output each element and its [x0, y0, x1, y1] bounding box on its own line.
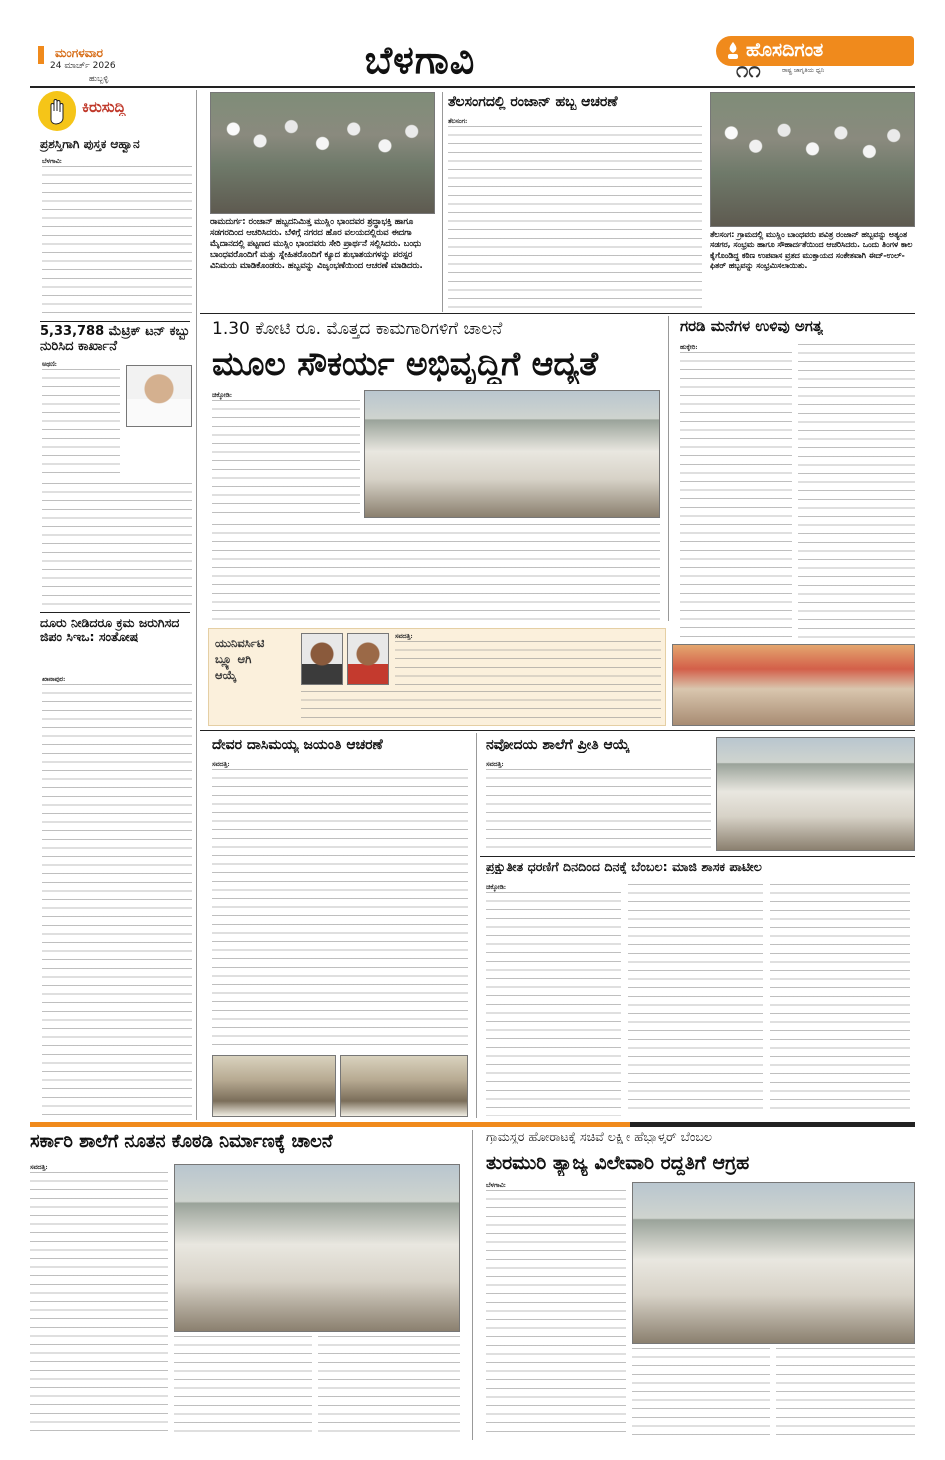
garadi-body-b	[798, 344, 915, 640]
ramzan-photo-left	[210, 92, 435, 214]
turamuri-headline: ತುರಮುರಿ ತ್ಯಾಜ್ಯ ವಿಲೇವಾರಿ ರದ್ದತಿಗೆ ಆಗ್ರಹ	[486, 1152, 750, 1174]
bottom-band-dark	[630, 1122, 915, 1127]
bottom-band	[30, 1122, 915, 1128]
navodaya-story	[480, 733, 915, 855]
kiru-item-1-body	[42, 166, 192, 316]
school-place: ಸವದತ್ತಿ:	[30, 1164, 48, 1171]
school-body-a	[30, 1172, 168, 1438]
school-body-c	[318, 1336, 460, 1438]
kiru-item-2-body-b	[42, 483, 192, 608]
university-body	[395, 641, 661, 687]
patil-story	[480, 858, 915, 1120]
lead-story	[200, 316, 665, 626]
university-label-line2: ಬ್ಲ್ಯೂ ಆಗಿ	[215, 652, 252, 666]
navodaya-body	[486, 769, 711, 851]
university-label	[215, 635, 297, 705]
lead-headline: ಮೂಲ ಸೌಕರ್ಯ ಅಭಿವೃದ್ಧಿಗೆ ಆದ್ಯತೆ	[212, 344, 599, 383]
registration-dots-1	[88, 1444, 138, 1452]
lead-kicker: 1.30 ಕೋಟಿ ರೂ. ಮೊತ್ತದ ಕಾಮಗಾರಿಗಳಿಗೆ ಚಾಲನೆ	[212, 320, 503, 339]
ramzan-bottom-rule	[200, 313, 915, 314]
masthead-day: ಮಂಗಳವಾರ	[55, 46, 104, 60]
kiru-item-3	[30, 616, 192, 1121]
turamuri-photo	[632, 1182, 915, 1344]
devara-place: ಸವದತ್ತಿ:	[212, 761, 230, 768]
university-body-b	[301, 691, 661, 721]
navodaya-photo	[716, 737, 915, 851]
lead-body-b	[212, 524, 660, 622]
garadi-photo	[672, 644, 915, 726]
navodaya-rule	[480, 856, 915, 857]
kiru-label: ಕಿರುಸುದ್ದಿ	[82, 98, 126, 116]
university-photo-1	[301, 633, 343, 685]
university-label-line1: ಯುನಿವರ್ಸಿಟಿ	[215, 636, 265, 650]
kiru-item-1	[30, 138, 192, 320]
kiru-item-3-headline: ದೂರು ನೀಡಿದರೂ ಕ್ರಮ ಜರುಗಿಸದ ಜಿಪಂ ಸಿಇಒ: ಸಂತೋಷ	[40, 616, 180, 645]
turamuri-story	[480, 1130, 915, 1440]
turamuri-place: ಬೆಳಗಾವಿ:	[486, 1182, 506, 1189]
patil-body-a	[486, 892, 621, 1116]
masthead	[0, 0, 945, 86]
kiru-item-3-body	[42, 684, 192, 1116]
ramzan-body	[448, 126, 702, 312]
ramzan-caption-left: ರಾಮದುರ್ಗ: ರಂಜಾನ್ ಹಬ್ಬದನಿಮಿತ್ತ ಮುಸ್ಲಿಂ ಭಾಂದವರ ಶ್ರದ್ಧಾಭಕ್ತಿ ಹಾಗೂ ಸಡಗರದಿಂದ ಆಚರಿಸಿದರು. ಬೆಳಿಗ್ಗೆ ನಗರದ ಹೊರ ವಲಯದಲ್ಲಿರುವ ಈದಗಾ ಮೈದಾನದಲ್ಲಿ ಪಟ್ಟಣದ ಮುಸ್ಲಿಂ ಭಾಂದವರು ಸೇರಿ ಪ್ರಾರ್ಥನೆ ಸಲ್ಲಿಸಿದರು. ಬಂಧು ಬಾಂಧವರೊಂದಿಗೆ ಮತ್ತು ಸ್ನೇಹಿತರೊಂದಿಗೆ ಕ್ಯೂದ ಶುಭಾಶಯಗಳನ್ನು ಪರಸ್ಪರ ವಿನಿಮಯ ಮಾಡಿಕೊಂಡರು. ಹಬ್ಬವನ್ನು ವಿಜೃಂಭಣೆಯಿಂದ ಆಚರಣೆ ಮಾಡಿದರು.	[210, 216, 423, 270]
registration-dots-4	[854, 1444, 904, 1452]
devara-story	[200, 733, 472, 1121]
kiru-rule-2	[40, 612, 190, 613]
university-photo-2	[347, 633, 389, 685]
navodaya-headline: ನವೋದಯ ಶಾಲೆಗೆ ಪ್ರೀತಿ ಆಯ್ಕೆ	[486, 737, 630, 753]
ramzan-headline: ತೆಲಸಂಗದಲ್ಲಿ ರಂಜಾನ್ ಹಬ್ಬ ಆಚರಣೆ	[448, 94, 618, 110]
section-title: ಬೆಳಗಾವಿ	[364, 38, 476, 82]
kiru-item-2-body-a	[42, 369, 120, 481]
devara-photo-1	[212, 1055, 336, 1117]
left-column-divider	[196, 90, 197, 1120]
school-body-b	[174, 1336, 312, 1438]
lead-divider	[668, 316, 669, 621]
patil-body-b	[628, 884, 763, 1116]
garadi-place: ಹುಕ್ಕೇರಿ:	[680, 344, 698, 351]
kiru-rule-1	[40, 321, 190, 322]
kiru-item-3-place: ಖಾನಾಪುರ:	[42, 676, 66, 683]
university-place: ಸವದತ್ತಿ:	[395, 633, 413, 640]
navodaya-place: ಸವದತ್ತಿ:	[486, 761, 504, 768]
devara-photo-2	[340, 1055, 468, 1117]
turamuri-body-b	[632, 1348, 770, 1438]
turamuri-kicker: ಗ್ರಾಮಸ್ಥರ ಹೋರಾಟಕ್ಕೆ ಸಚಿವೆ ಲಕ್ಷ್ಮೀ ಹೆಬ್ಬಾಳ್ಕರ್ ಬೆಂಬಲ	[486, 1130, 713, 1144]
turamuri-body-c	[776, 1348, 915, 1438]
kiru-item-1-place: ಬೆಳಗಾವಿ:	[42, 158, 62, 165]
university-label-line3: ಆಯ್ಕೆ	[215, 668, 237, 682]
kiru-item-2-portrait	[126, 365, 192, 427]
ramzan-photo-right	[710, 92, 915, 227]
kiru-item-2-headline: 5,33,788 ಮೆಟ್ರಿಕ್ ಟನ್ ಕಬ್ಬು ನುರಿಸಿದ ಕಾರ್ಖಾನೆ	[40, 325, 190, 354]
kiru-hand-icon	[38, 91, 76, 131]
garadi-body-a	[680, 352, 792, 640]
bottom-band-orange	[30, 1122, 630, 1127]
lead-place: ಚಿಕ್ಕೋಡಿ:	[212, 392, 233, 399]
brand-name: ಹೊಸದಿಗಂತ	[746, 39, 824, 61]
kiru-item-2	[30, 325, 192, 610]
garadi-headline: ಗರಡಿ ಮನೆಗಳ ಉಳಿವು ಅಗತ್ಯ	[680, 318, 823, 335]
garadi-story	[672, 316, 915, 726]
turamuri-body-a	[486, 1190, 626, 1438]
patil-body-c	[770, 884, 910, 1116]
registration-dots-3	[594, 1444, 644, 1452]
university-story	[208, 628, 666, 726]
devara-body	[212, 769, 468, 1049]
masthead-city: ಹುಬ್ಬಳ್ಳಿ	[89, 74, 109, 83]
devara-headline: ದೇವರ ದಾಸಿಮಯ್ಯ ಜಯಂತಿ ಆಚರಣೆ	[212, 737, 383, 753]
devara-divider	[476, 733, 477, 1118]
lead-photo	[364, 390, 660, 518]
ramzan-caption-right: ತೆಲಸಂಗ: ಗ್ರಾಮದಲ್ಲಿ ಮುಸ್ಲಿಂ ಬಾಂಧವರು ಪವಿತ್ರ ರಂಜಾನ್ ಹಬ್ಬವನ್ನು ಅತ್ಯಂತ ಸಡಗರ, ಸಂಭ್ರಮ ಹಾಗೂ ಸೌಹಾರ್ದತೆಯಿಂದ ಆಚರಿಸಿದರು. ಒಂದು ತಿಂಗಳ ಕಾಲ ಕೈಗೊಂಡಿದ್ದ ಕಠಿಣ ಉಪವಾಸ ವ್ರತದ ಮುಕ್ತಾಯದ ಸಂಕೇತವಾಗಿ ಈದ್-ಉಲ್-ಫಿತರ್ ಹಬ್ಬವನ್ನು ಸಂಭ್ರಮಿಸಲಾಯಿತು.	[710, 230, 913, 270]
school-headline: ಸರ್ಕಾರಿ ಶಾಲೆಗೆ ನೂತನ ಕೊಠಡಿ ನಿರ್ಮಾಣಕ್ಕೆ ಚಾಲನೆ	[30, 1131, 333, 1152]
patil-headline: ಪ್ರಕ್ಷುತೀತ ಧರಣಿಗೆ ದಿನದಿಂದ ದಿನಕ್ಕೆ ಬೆಂಬಲ: ಮಾಜಿ ಶಾಸಕ ಪಾಟೀಲ	[486, 860, 762, 874]
masthead-date: 24 ಮಾರ್ಚ್ 2026	[50, 61, 116, 71]
brand-tagline: ರಾಷ್ಟ್ರ ಜಾಗೃತಿಯ ಧ್ವನಿ	[782, 67, 825, 74]
bottom-divider	[472, 1130, 473, 1440]
registration-dots-2	[332, 1444, 382, 1452]
kiru-badge	[30, 88, 190, 134]
patil-place: ಚಿಕ್ಕೋಡಿ:	[486, 884, 507, 891]
orange-accent-bar	[38, 46, 44, 64]
ramzan-divider	[442, 92, 443, 312]
school-story	[30, 1130, 460, 1440]
kiru-item-1-headline: ಪ್ರಶಸ್ತಿಗಾಗಿ ಪುಸ್ತಕ ಆಹ್ವಾನ	[40, 138, 140, 151]
page-number: ೧೧	[736, 58, 761, 83]
ramzan-place: ತೆಲಸಂಗ:	[448, 118, 468, 125]
lead-body-a	[212, 400, 360, 520]
school-photo	[174, 1164, 460, 1332]
mid-rule	[200, 730, 915, 731]
kiru-item-2-place: ಅಥಣಿ:	[42, 361, 58, 368]
